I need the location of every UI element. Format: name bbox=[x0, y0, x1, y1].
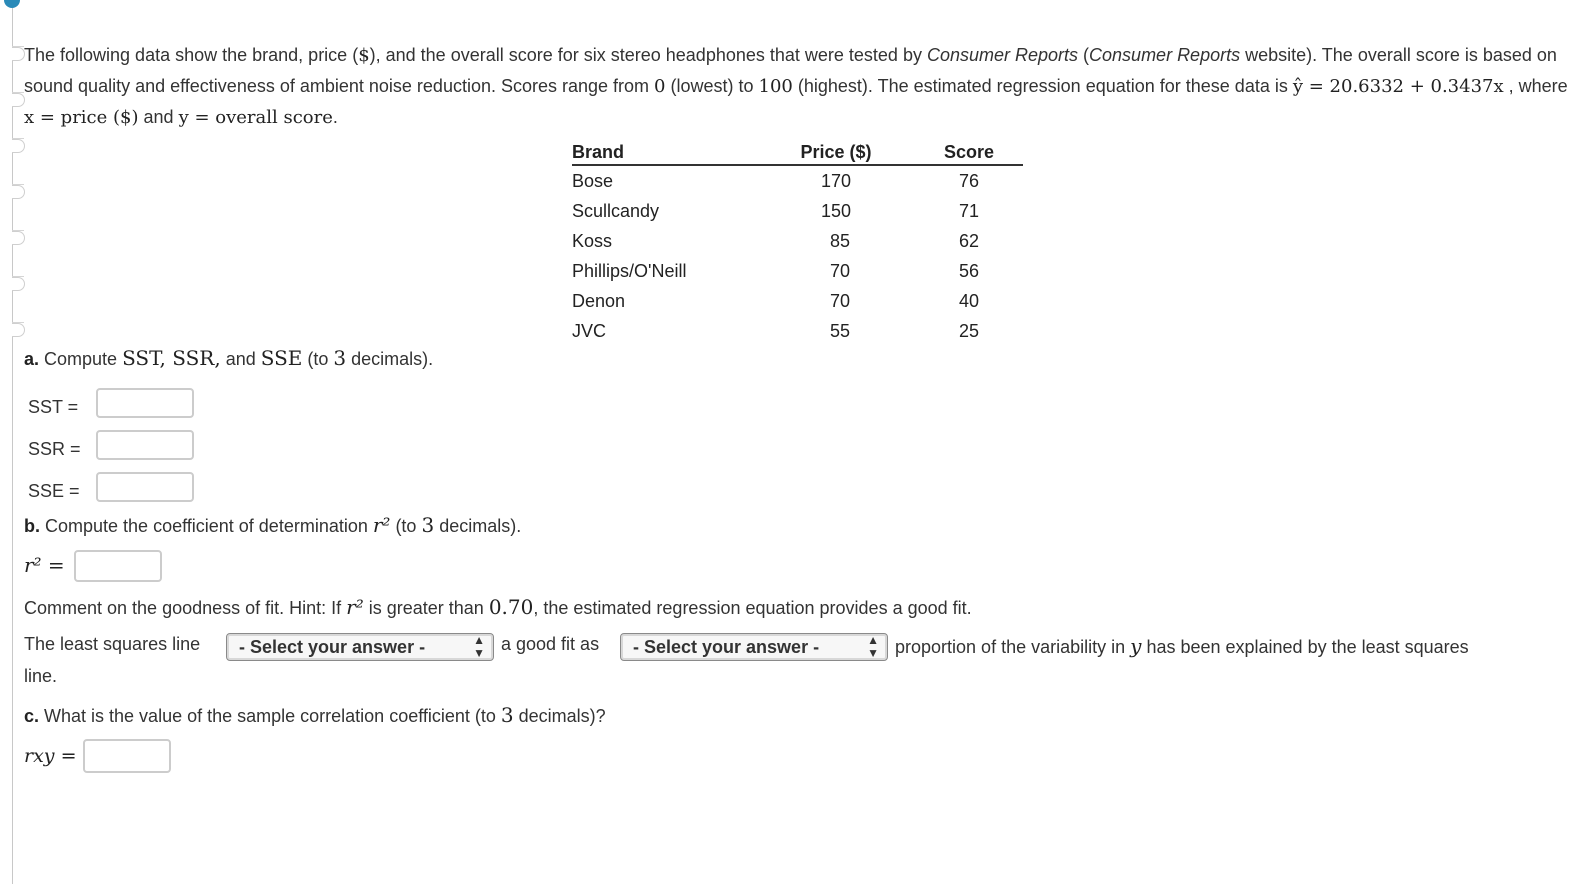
part-b-prompt: b. Compute the coefficient of determination r² (to 3 decimals). bbox=[24, 513, 522, 537]
table-row: Phillips/O'Neill 70 56 bbox=[572, 260, 980, 281]
rxy-label: rxy = bbox=[24, 745, 77, 767]
table-row: JVC 55 25 bbox=[572, 320, 980, 341]
rail-tab[interactable] bbox=[12, 277, 25, 291]
least-squares-text-1: The least squares line bbox=[24, 634, 201, 654]
least-squares-text-4: line. bbox=[24, 666, 58, 686]
table-row: Bose 170 76 bbox=[572, 170, 980, 191]
rail-tab[interactable] bbox=[12, 231, 25, 245]
r2-input[interactable] bbox=[74, 550, 162, 582]
ssr-input[interactable] bbox=[96, 430, 194, 460]
question-body bbox=[24, 40, 1569, 133]
fit-quality-select[interactable]: - Select your answer - ▲ ▼ bbox=[226, 633, 494, 661]
data-table bbox=[572, 140, 1023, 346]
ssr-label: SSR = bbox=[28, 439, 81, 459]
column-header-price: Price ($) bbox=[757, 140, 915, 165]
source-name: Consumer Reports bbox=[926, 45, 1079, 65]
rail-tab[interactable] bbox=[12, 185, 25, 199]
sst-label: SST = bbox=[28, 397, 79, 417]
proportion-select[interactable]: - Select your answer - ▲ ▼ bbox=[620, 633, 888, 661]
table-row: Koss 85 62 bbox=[572, 230, 980, 251]
goodness-of-fit-hint: Comment on the goodness of fit. Hint: If r² is greater than 0.70, the estimated regression equation provides a good fit. bbox=[24, 595, 972, 619]
table-row: Scullcandy 150 71 bbox=[572, 200, 980, 221]
rail-tab[interactable] bbox=[12, 323, 25, 337]
regression-equation: ŷ = 20.6332 + 0.3437x bbox=[1292, 76, 1504, 97]
part-c-prompt: c. What is the value of the sample correlation coefficient (to 3 decimals)? bbox=[24, 703, 606, 727]
select-arrows-icon: ▲ ▼ bbox=[473, 633, 485, 660]
column-header-score: Score bbox=[915, 140, 1023, 165]
problem-statement: The following data show the brand, price ($), and the overall score for six stereo headphones that were tested by Consumer Reports (Consumer Reports website). The overall score is based on sound quality and effectiveness of ambient noise reduction. Scores range from 0 (lowest) to 100 (highest). The estimated regression equation for these data is ŷ = 20.6332 + 0.3437x , where x = price ($) and y = overall score. bbox=[24, 45, 1568, 128]
select-arrows-icon: ▲ ▼ bbox=[867, 633, 879, 660]
table-row: Denon 70 40 bbox=[572, 290, 980, 311]
r2-label: r² = bbox=[24, 553, 65, 577]
column-header-brand: Brand bbox=[572, 140, 757, 165]
rail-tab[interactable] bbox=[12, 139, 25, 153]
left-rail bbox=[12, 0, 13, 884]
rxy-input[interactable] bbox=[83, 739, 171, 773]
least-squares-text-2: a good fit as bbox=[501, 634, 600, 654]
sst-input[interactable] bbox=[96, 388, 194, 418]
rail-active-dot bbox=[4, 0, 20, 8]
least-squares-text-3: proportion of the variability in y has been explained by the least squares bbox=[895, 634, 1469, 658]
sse-input[interactable] bbox=[96, 472, 194, 502]
source-name: Consumer Reports bbox=[1089, 45, 1241, 65]
part-a-prompt: a. Compute SST, SSR, and SSE (to 3 decimals). bbox=[24, 346, 434, 370]
sse-label: SSE = bbox=[28, 481, 80, 501]
table-header-row bbox=[572, 140, 1023, 165]
